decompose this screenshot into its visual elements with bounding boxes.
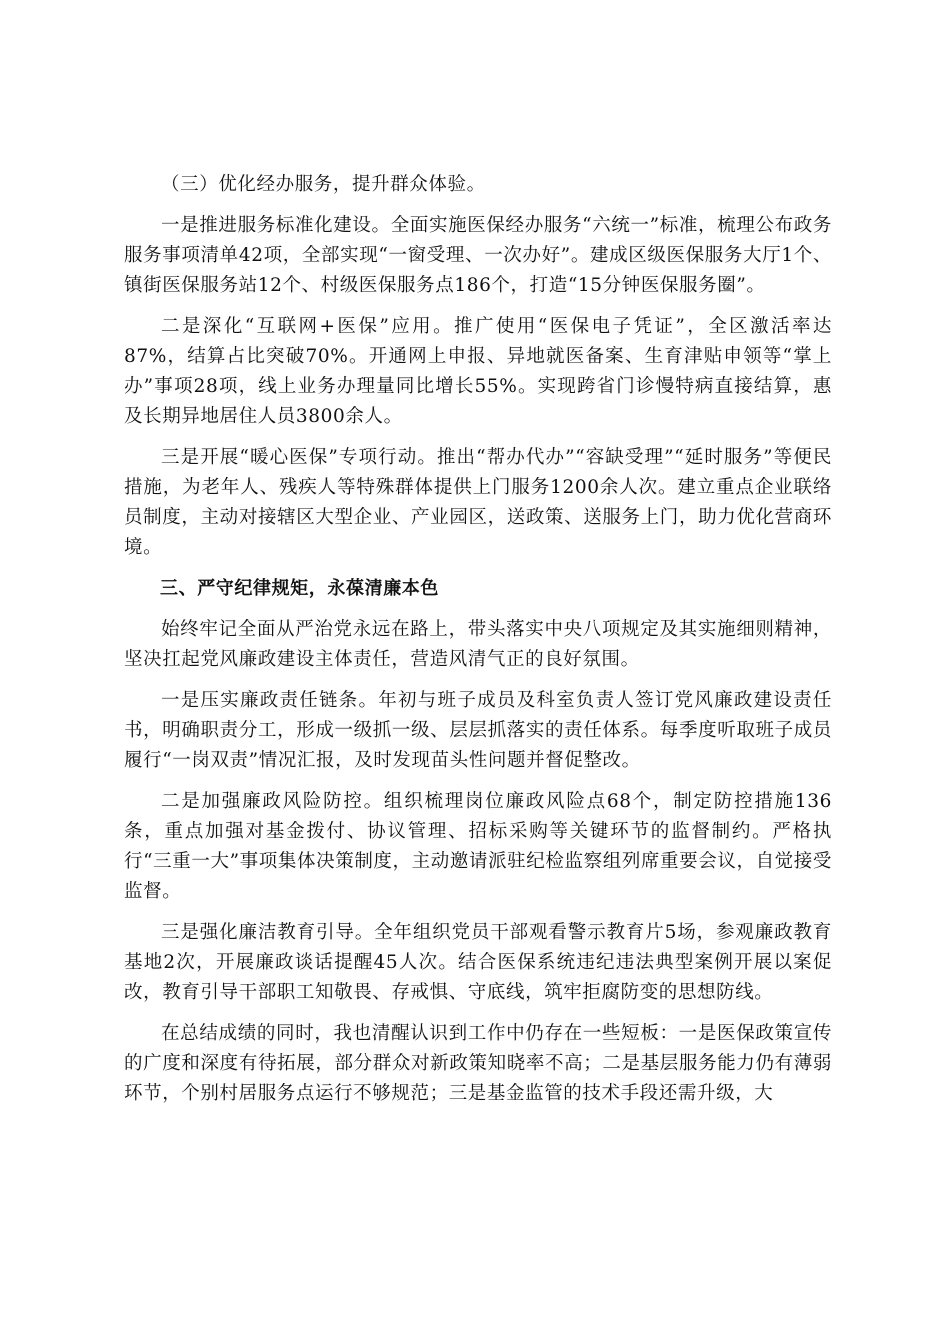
paragraph-shortcomings: 在总结成绩的同时，我也清醒认识到工作中仍存在一些短板：一是医保政策宣传的广度和深度有待拓展，部分群众对新政策知晓率不高；二是基层服务能力仍有薄弱环节，个别村居服务点运行不够规范；三是基金监管的技术手段还需升级，大 [124,1023,832,1104]
paragraph-integrity-responsibility: 一是压实廉政责任链条。年初与班子成员及科室负责人签订党风廉政建设责任书，明确职责分工，形成一级抓一级、层层抓落实的责任体系。每季度听取班子成员履行“一岗双责”情况汇报，及时发现苗头性问题并督促整改。 [124,690,832,771]
section-subheading: （三）优化经办服务，提升群众体验。 [161,174,486,195]
paragraph-internet-medical-insurance: 二是深化“互联网+医保”应用。推广使用“医保电子凭证”，全区激活率达87%，结算占比突破70%。开通网上申报、异地就医备案、生育津贴申领等“掌上办”事项28项，线上业务办理量同比增长55%。实现跨省门诊慢特病直接结算，惠及长期异地居住人员3800余人。 [124,316,832,427]
paragraph-integrity-risk-control: 二是加强廉政风险防控。组织梳理岗位廉政风险点68个，制定防控措施136条，重点加强对基金拨付、协议管理、招标采购等关键环节的监督制约。严格执行“三重一大”事项集体决策制度，主动邀请派驻纪检监察组列席重要会议，自觉接受监督。 [124,791,832,902]
paragraph-service-standardization: 一是推进服务标准化建设。全面实施医保经办服务“六统一”标准，梳理公布政务服务事项清单42项，全部实现“一窗受理、一次办好”。建成区级医保服务大厅1个、镇街医保服务站12个、村级医保服务点186个，打造“15分钟医保服务圈”。 [124,215,832,296]
section-heading-discipline: 三、严守纪律规矩，永葆清廉本色 [160,578,439,599]
document-body [124,170,832,1120]
paragraph-discipline-intro: 始终牢记全面从严治党永远在路上，带头落实中央八项规定及其实施细则精神，坚决扛起党风廉政建设主体责任，营造风清气正的良好氛围。 [124,619,832,670]
paragraph-warm-heart-campaign: 三是开展“暖心医保”专项行动。推出“帮办代办”“容缺受理”“延时服务”等便民措施，为老年人、残疾人等特殊群体提供上门服务1200余人次。建立重点企业联络员制度，主动对接辖区大型企业、产业园区，送政策、送服务上门，助力优化营商环境。 [124,447,832,558]
paragraph-integrity-education: 三是强化廉洁教育引导。全年组织党员干部观看警示教育片5场，参观廉政教育基地2次，开展廉政谈话提醒45人次。结合医保系统违纪违法典型案例开展以案促改，教育引导干部职工知敬畏、存戒惧、守底线，筑牢拒腐防变的思想防线。 [124,922,832,1003]
